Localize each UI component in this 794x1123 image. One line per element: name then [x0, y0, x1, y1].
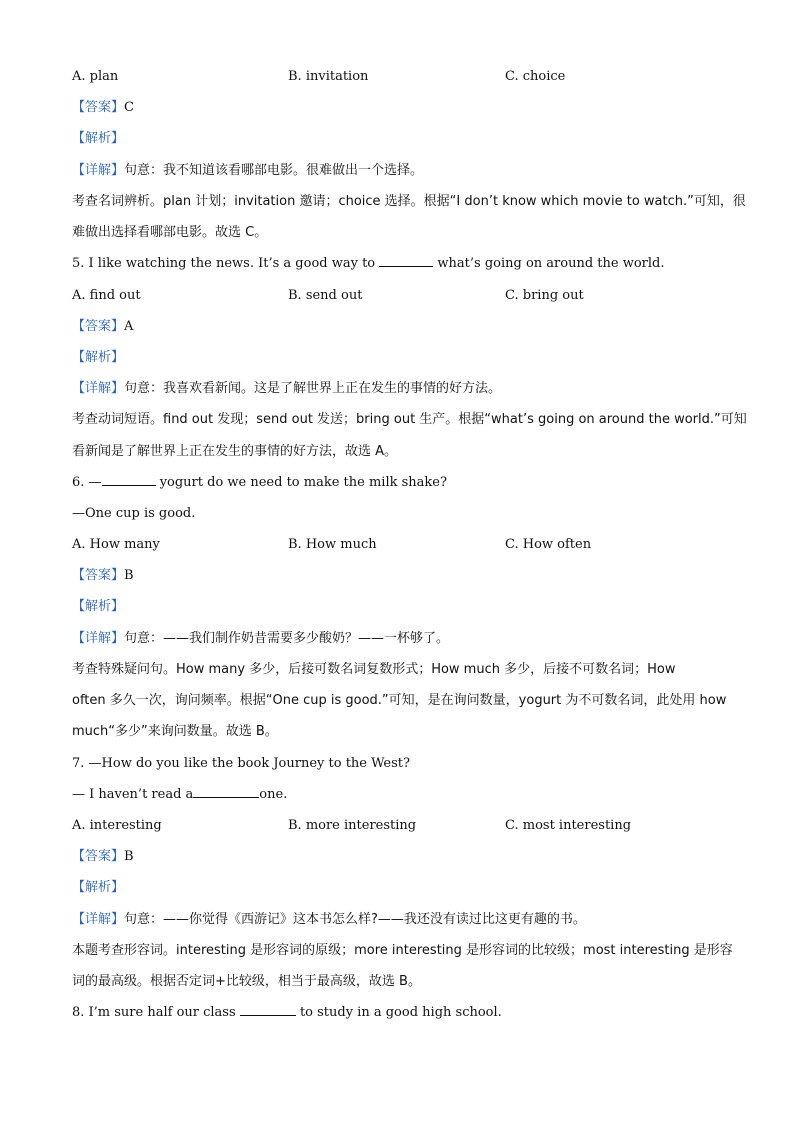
q5-explanation-1: 考查动词短语。find out 发现；send out 发送；bring out 生产。根据“what’s going on around the world.”可知: [72, 412, 747, 427]
detail-text: 句意：我喜欢看新闻。这是了解世界上正在发生的事情的好方法。: [124, 381, 502, 396]
q8-stem-before: 8. I’m sure half our class: [72, 1005, 236, 1020]
q6-reply: —One cup is good.: [72, 506, 196, 521]
q6-stem: [72, 474, 732, 491]
q8-stem-after: to study in a good high school.: [299, 1005, 502, 1020]
answer-tag: 【答案】: [72, 568, 125, 583]
q4-detail: [72, 162, 732, 179]
q5-option-b: B. send out: [288, 288, 363, 303]
q7-option-b: B. more interesting: [288, 818, 417, 833]
q4-explanation-1: 考查名词辨析。plan 计划；invitation 邀请；choice 选择。根据“I don’t know which movie to watch.”可知，很: [72, 194, 746, 209]
q4-option-b: B. invitation: [288, 69, 369, 84]
q8-stem: [72, 1004, 732, 1021]
q6-answer: [72, 567, 732, 584]
q5-stem-before: 5. I like watching the news. It’s a good way to: [72, 256, 376, 271]
detail-text: 句意：——你觉得《西游记》这本书怎么样?——我还没有读过比这更有趣的书。: [124, 912, 586, 927]
q4-explanation-2: 难做出选择看哪部电影。故选 C。: [72, 225, 268, 240]
q7-detail: [72, 911, 732, 928]
q7-reply: [72, 786, 732, 803]
q6-detail: [72, 630, 732, 647]
q5-option-c: C. bring out: [505, 288, 584, 303]
q6-blank: [102, 474, 156, 486]
answer-tag: 【答案】: [72, 100, 125, 115]
q5-detail: [72, 380, 732, 397]
analysis-tag: 【解析】: [72, 350, 125, 365]
q4-option-a: A. plan: [72, 69, 119, 84]
q8-blank: [240, 1004, 296, 1016]
q7-option-a: A. interesting: [72, 818, 162, 833]
q6-option-b: B. How much: [288, 537, 377, 552]
q7-explanation-1: 本题考查形容词。interesting 是形容词的原级；more interesting 是形容词的比较级；most interesting 是形容: [72, 943, 733, 958]
q6-stem-after: yogurt do we need to make the milk shake?: [159, 475, 447, 490]
detail-tag: 【详解】: [72, 163, 125, 178]
q4-answer: [72, 99, 732, 116]
answer-value: A: [124, 319, 134, 334]
q7-blank: [193, 786, 259, 798]
answer-value: C: [124, 100, 134, 115]
detail-text: 句意：——我们制作奶昔需要多少酸奶？——一杯够了。: [124, 631, 450, 646]
q5-analysis: [72, 349, 732, 366]
q7-stem: 7. —How do you like the book Journey to the West?: [72, 756, 410, 771]
q6-explanation-2: often 多久一次，询问频率。根据“One cup is good.”可知，是在询问数量，yogurt 为不可数名词，此处用 how: [72, 693, 727, 708]
analysis-tag: 【解析】: [72, 599, 125, 614]
analysis-tag: 【解析】: [72, 131, 125, 146]
analysis-tag: 【解析】: [72, 880, 125, 895]
q6-explanation-1: 考查特殊疑问句。How many 多少，后接可数名词复数形式；How much 多少，后接不可数名词；How: [72, 662, 676, 677]
q6-explanation-3: much“多少”来询问数量。故选 B。: [72, 724, 278, 739]
answer-value: B: [124, 568, 134, 583]
answer-tag: 【答案】: [72, 319, 125, 334]
q6-option-a: A. How many: [72, 537, 160, 552]
q6-stem-before: 6. —: [72, 475, 102, 490]
q5-stem-after: what’s going on around the world.: [437, 256, 665, 271]
detail-tag: 【详解】: [72, 381, 125, 396]
q5-answer: [72, 318, 732, 335]
q7-reply-before: — I haven’t read a: [72, 787, 194, 802]
q4-option-c: C. choice: [505, 69, 566, 84]
q7-analysis: [72, 879, 732, 896]
q7-explanation-2: 词的最高级。根据否定词+比较级，相当于最高级，故选 B。: [72, 974, 421, 989]
answer-tag: 【答案】: [72, 849, 125, 864]
q7-reply-after: one.: [259, 787, 288, 802]
answer-value: B: [124, 849, 134, 864]
q5-option-a: A. find out: [72, 288, 141, 303]
q7-option-c: C. most interesting: [505, 818, 632, 833]
q5-explanation-2: 看新闻是了解世界上正在发生的事情的好方法，故选 A。: [72, 444, 398, 459]
q4-analysis: [72, 130, 732, 147]
q5-blank: [379, 255, 433, 267]
q5-stem: [72, 255, 732, 272]
q7-answer: [72, 848, 732, 865]
q6-option-c: C. How often: [505, 537, 592, 552]
detail-text: 句意：我不知道该看哪部电影。很难做出一个选择。: [124, 163, 424, 178]
q6-analysis: [72, 598, 732, 615]
detail-tag: 【详解】: [72, 912, 125, 927]
detail-tag: 【详解】: [72, 631, 125, 646]
